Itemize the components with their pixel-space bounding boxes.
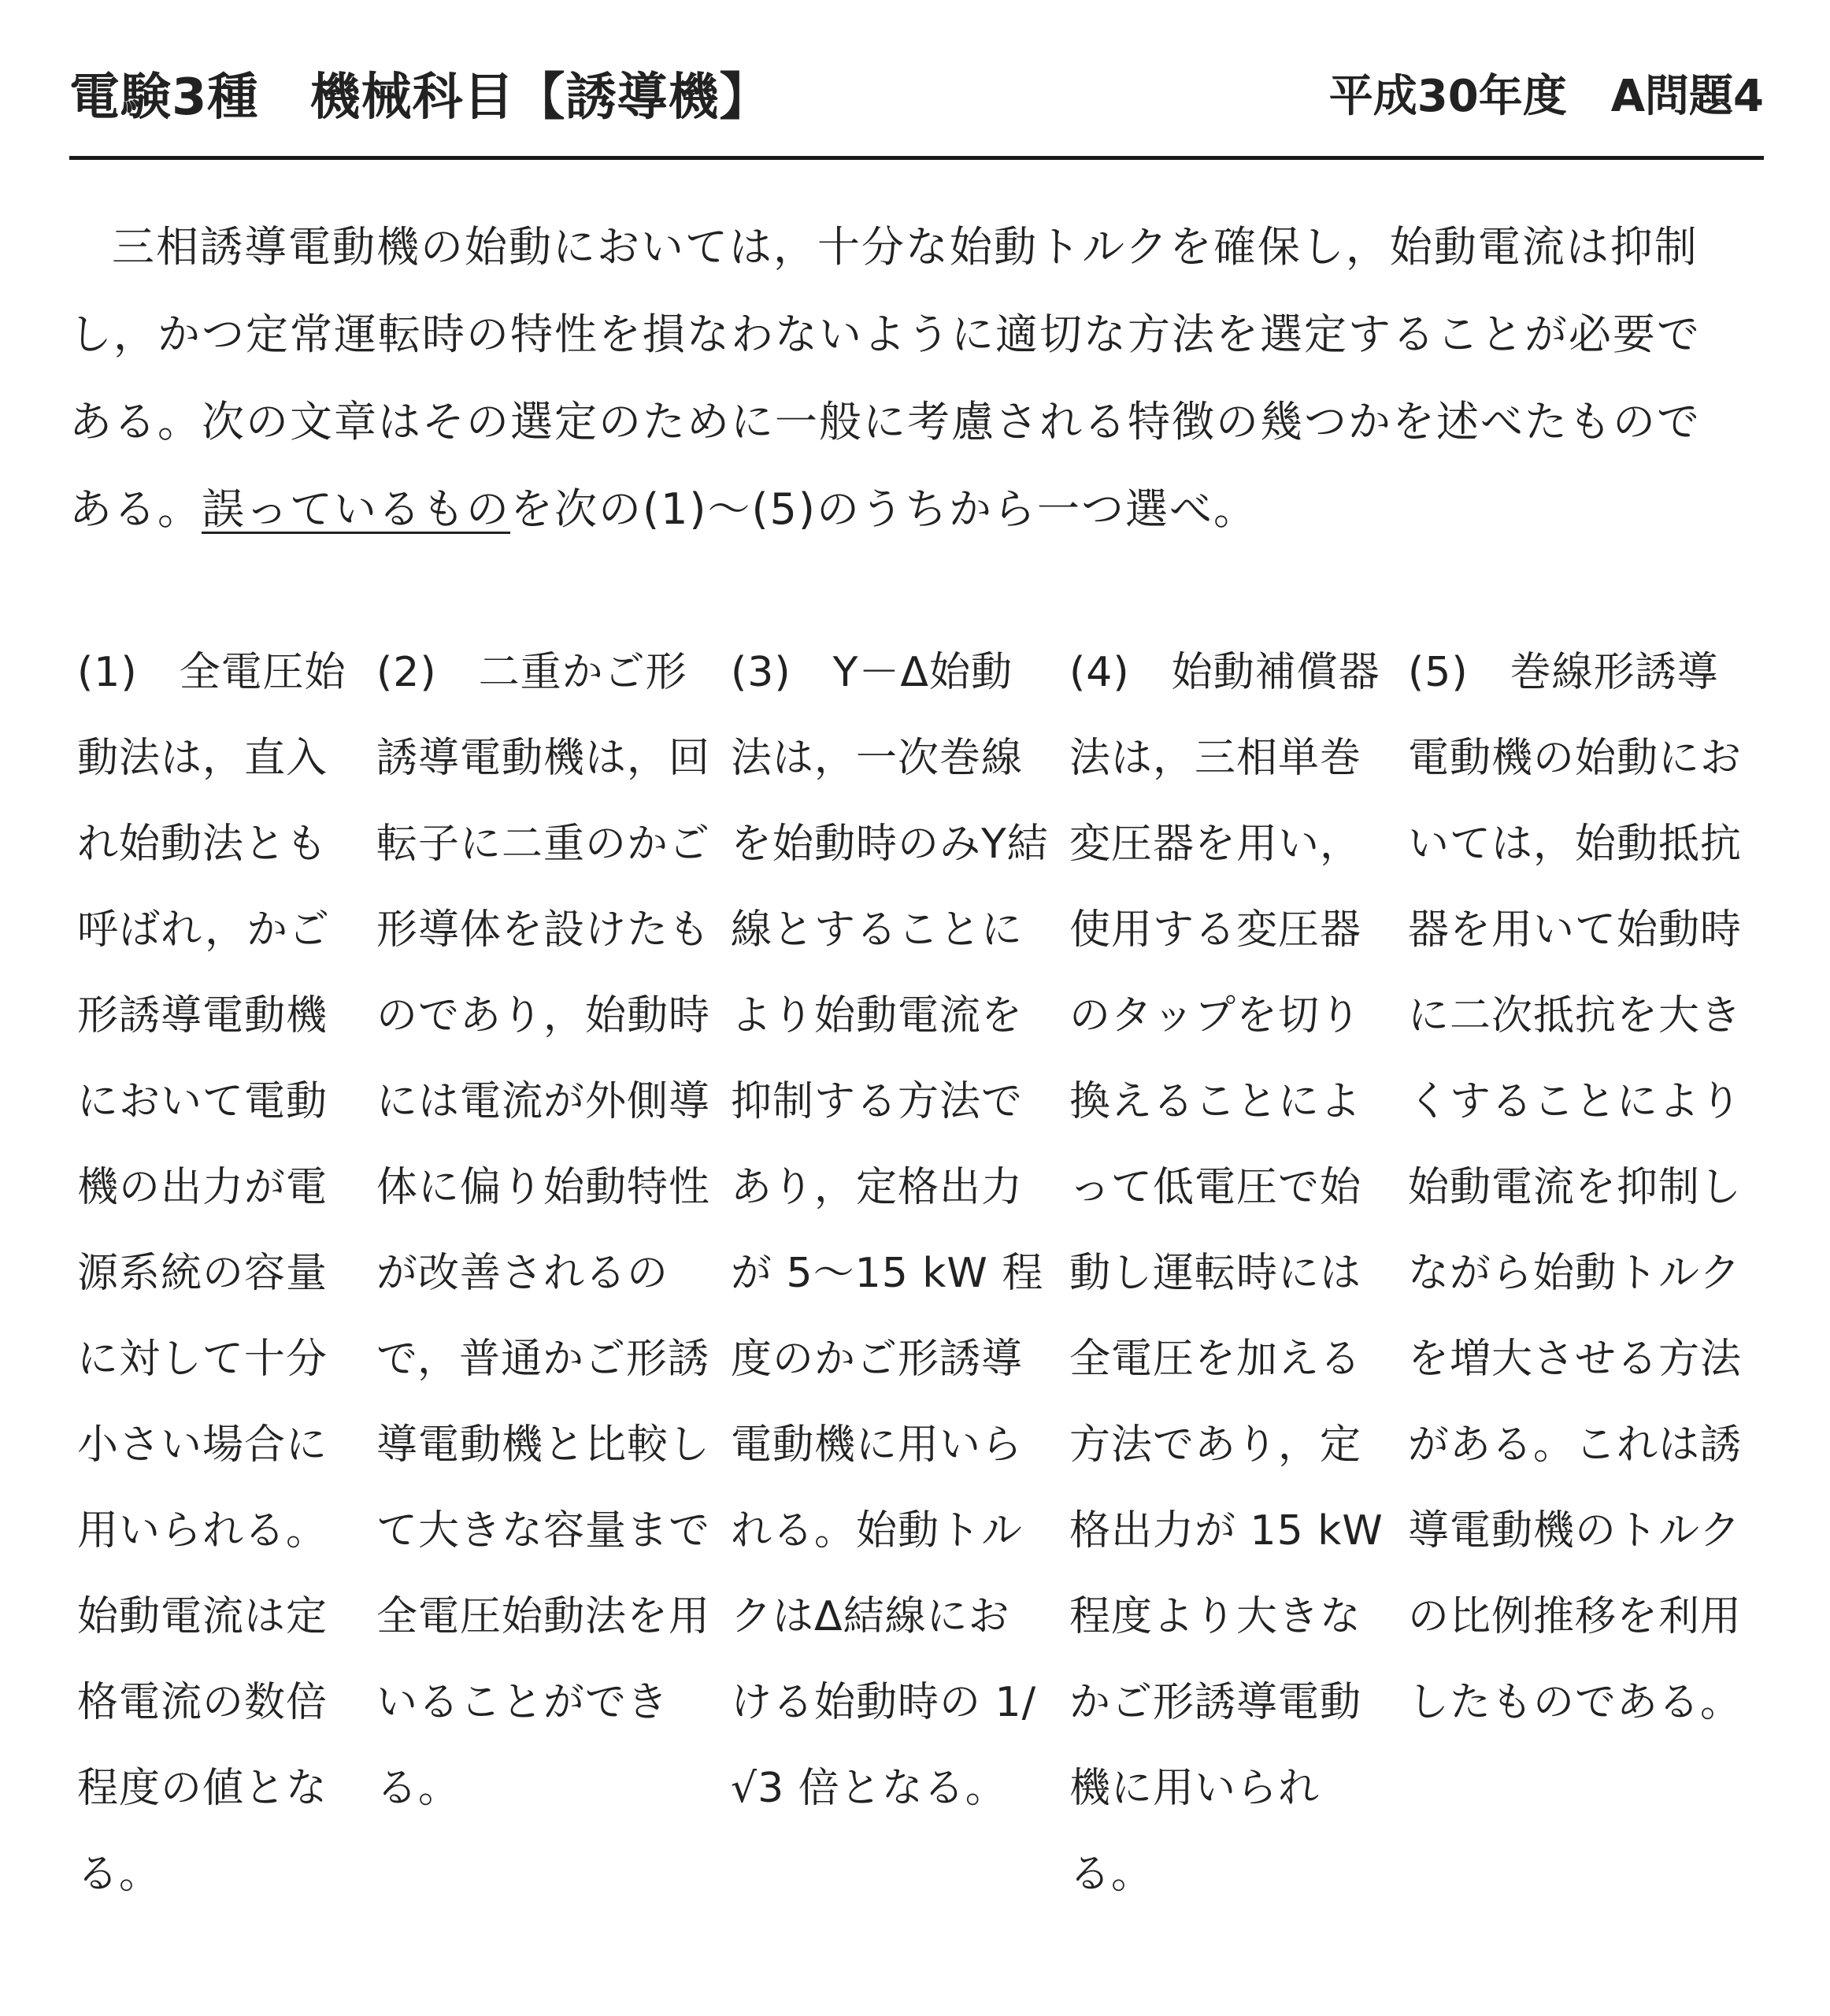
option-1-line: において電動 (77, 1078, 328, 1125)
option-3-line: 度のかご形誘導 (731, 1336, 1024, 1383)
option-1-line: 用いられる。 (77, 1507, 328, 1555)
option-2-line: 転子に二重のかご (376, 821, 711, 868)
option-1-line: 機の出力が電 (77, 1164, 328, 1211)
option-5-line: いては，始動抵抗 (1408, 821, 1743, 868)
option-2-line: 導電動機と比較し (376, 1421, 711, 1469)
option-4-line: 全電圧を加える (1069, 1336, 1362, 1383)
option-4-line: 換えることによ (1069, 1078, 1362, 1125)
answer-options (77, 630, 1770, 1906)
option-1-line: 動法は，直入 (77, 735, 328, 782)
option-3-line: れる。始動トル (731, 1507, 1024, 1555)
option-2 (376, 630, 711, 1832)
option-3-line: あり，定格出力 (731, 1164, 1024, 1211)
option-2-line: で，普通かご形誘 (376, 1336, 709, 1383)
option-4-line: 変圧器を用い， (1069, 821, 1362, 868)
option-5-line: 器を用いて始動時 (1408, 906, 1743, 954)
option-1-line: 呼ばれ，かご (77, 906, 331, 954)
option-3-line: クはΔ結線にお (731, 1593, 1010, 1640)
option-3-line: √3 倍となる。 (731, 1765, 1007, 1812)
question-line-3: ある。次の文章はその選定のために一般に考慮される特徴の幾つかを述べたもので (69, 397, 1701, 447)
question-line-2: し，かつ定常運転時の特性を損なわないように適切な方法を選定することが必要で (69, 309, 1701, 359)
option-5-line: 電動機の始動にお (1408, 735, 1743, 782)
option-5 (1408, 630, 1743, 1746)
option-2-line: が改善されるの (376, 1250, 669, 1297)
option-5-line: の比例推移を利用 (1408, 1593, 1743, 1640)
option-3-line: を始動時のみY結 (731, 821, 1049, 868)
option-5-line: に二次抵抗を大き (1408, 992, 1743, 1040)
page-header (69, 57, 1764, 128)
option-2-line: 全電圧始動法を用 (376, 1593, 711, 1640)
option-3-line: 法は，一次巻線 (731, 735, 1024, 782)
option-4-line: る。 (1069, 1851, 1154, 1898)
option-3-line: 線とすることに (731, 906, 1024, 954)
option-2-line: いることができ (376, 1679, 669, 1726)
question-line-4-pre: ある。 (69, 484, 202, 534)
question-stem (69, 203, 1770, 553)
option-4 (1069, 630, 1384, 1918)
option-3-line: 電動機に用いら (731, 1421, 1024, 1469)
option-4-line: って低電圧で始 (1069, 1164, 1362, 1211)
question-line-4 (69, 465, 1770, 553)
option-4-line: 機に用いられ (1069, 1765, 1321, 1812)
option-3-line: 抑制する方法で (731, 1078, 1024, 1125)
option-5-line: 導電動機のトルク (1408, 1507, 1741, 1555)
option-3 (731, 630, 1049, 1832)
option-5-line: 始動電流を抑制し (1408, 1164, 1743, 1211)
option-1-line: 始動電流は定 (77, 1593, 328, 1640)
option-1-line: る。 (77, 1851, 161, 1898)
option-2-line: て大きな容量まで (376, 1507, 711, 1555)
emphasis-underlined-text: 誤っているもの (202, 484, 510, 534)
option-2-line: る。 (376, 1765, 461, 1812)
option-4-line: 動し運転時には (1069, 1250, 1362, 1297)
option-3-line: より始動電流を (731, 992, 1024, 1040)
option-4-line: 使用する変圧器 (1069, 906, 1362, 954)
option-5-line: がある。これは誘 (1408, 1421, 1743, 1469)
option-4-line: 法は，三相単巻 (1069, 735, 1362, 782)
option-1-line: 小さい場合に (77, 1421, 328, 1469)
option-4-line: のタップを切り (1069, 992, 1362, 1040)
option-1-line: (1) 全電圧始 (77, 649, 346, 696)
option-4-line: (4) 始動補償器 (1069, 649, 1380, 696)
option-1-line: 形誘導電動機 (77, 992, 328, 1040)
page-title: 電験3種 機械科目【誘導機】 (69, 69, 771, 127)
option-1-line: に対して十分 (77, 1336, 328, 1383)
option-4-line: かご形誘導電動 (1069, 1679, 1362, 1726)
option-2-line: 形導体を設けたも (376, 906, 711, 954)
option-2-line: 体に偏り始動特性 (376, 1164, 711, 1211)
option-5-line: したものである。 (1408, 1679, 1743, 1726)
option-1-line: 程度の値とな (77, 1765, 328, 1812)
option-4-line: 程度より大きな (1069, 1593, 1362, 1640)
option-2-line: 誘導電動機は，回 (376, 735, 711, 782)
option-5-line: くすることにより (1408, 1078, 1743, 1125)
option-5-line: (5) 巻線形誘導 (1408, 649, 1719, 696)
option-4-line: 格出力が 15 kW (1069, 1507, 1384, 1555)
option-2-line: (2) 二重かご形 (376, 649, 687, 696)
header-divider (69, 156, 1764, 160)
option-1-line: 源系統の容量 (77, 1250, 328, 1297)
option-5-line: を増大させる方法 (1408, 1336, 1743, 1383)
exam-year-label: 平成30年度 A問題4 (1328, 71, 1764, 122)
option-3-line: が 5〜15 kW 程 (731, 1250, 1044, 1297)
option-5-line: ながら始動トルク (1408, 1250, 1741, 1297)
option-3-line: ける始動時の 1/ (731, 1679, 1037, 1726)
option-1 (77, 630, 376, 1918)
question-line-4-post: を次の(1)〜(5)のうちから一つ選べ。 (510, 484, 1258, 534)
option-2-line: には電流が外側導 (376, 1078, 711, 1125)
option-2-line: のであり，始動時 (376, 992, 711, 1040)
option-4-line: 方法であり，定 (1069, 1421, 1362, 1469)
option-3-line: (3) Y－Δ始動 (731, 649, 1013, 696)
option-1-line: れ始動法とも (77, 821, 328, 868)
question-line-1: 三相誘導電動機の始動においては，十分な始動トルクを確保し，始動電流は抑制 (112, 222, 1698, 272)
option-1-line: 格電流の数倍 (77, 1679, 328, 1726)
